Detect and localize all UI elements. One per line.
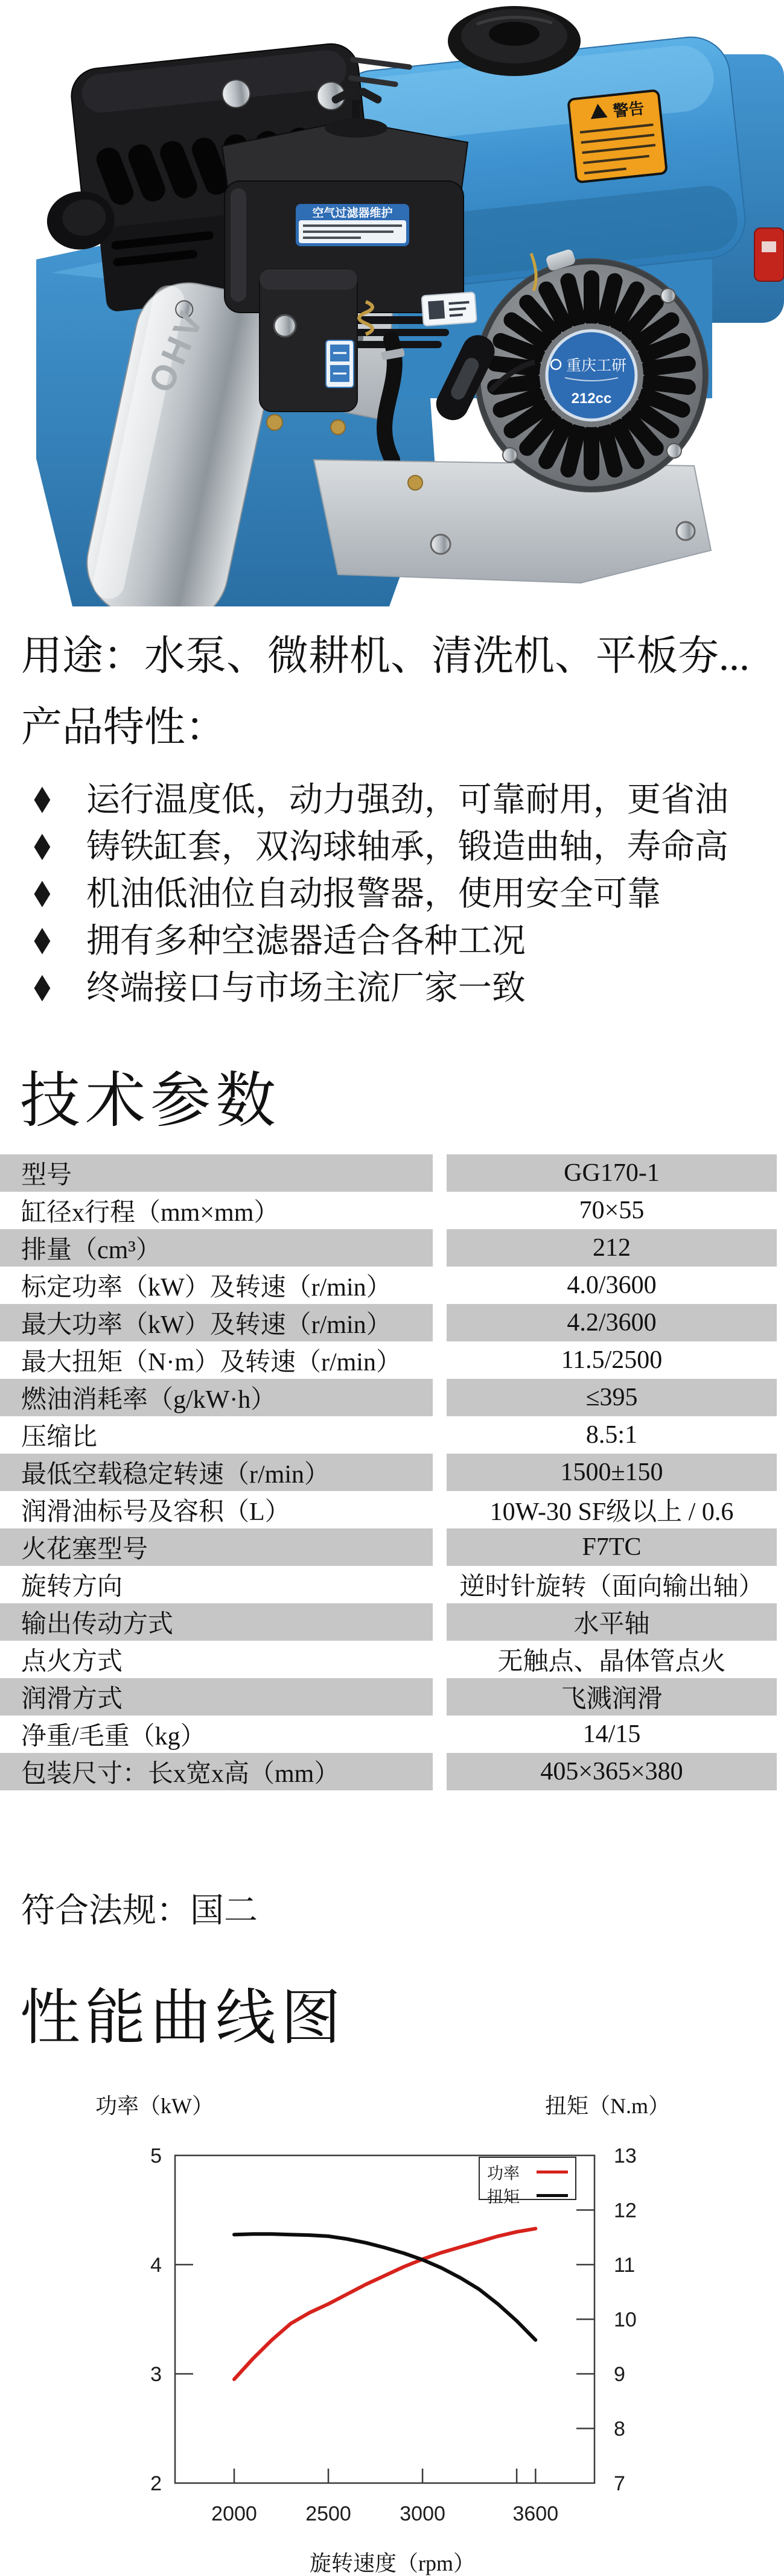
- spec-label: 输出传动方式: [0, 1603, 433, 1641]
- bolt-icon: [431, 535, 450, 554]
- spec-value: 14/15: [582, 1720, 641, 1748]
- spec-label: 最低空载稳定转速（r/min）: [0, 1454, 433, 1491]
- spec-table: [0, 1154, 784, 1790]
- legend-line-power: [537, 2171, 568, 2174]
- table-row: [0, 1491, 784, 1528]
- svg-text:9: 9: [614, 2363, 625, 2386]
- table-row: [0, 1304, 784, 1341]
- svg-text:10: 10: [614, 2308, 637, 2332]
- spec-label: 润滑油标号及容积（L）: [21, 1498, 290, 1526]
- spec-label: 压缩比: [21, 1423, 98, 1451]
- svg-text:5: 5: [150, 2145, 162, 2167]
- spec-value: 逆时针旋转（面向输出轴）: [459, 1573, 764, 1601]
- bolt-icon: [677, 522, 695, 540]
- spec-label: 标定功率（kW）及转速（r/min）: [21, 1274, 392, 1302]
- table-row: [0, 1267, 784, 1304]
- legend-label: 功率: [487, 2164, 520, 2183]
- spec-value: 10W-30 SF级以上 / 0.6: [489, 1498, 734, 1526]
- diamond-bullet-icon: ◆: [34, 872, 51, 911]
- spec-value: ≤395: [447, 1379, 777, 1416]
- legend-label: 扭矩: [487, 2188, 520, 2206]
- spec-value: 4.2/3600: [447, 1304, 777, 1341]
- diamond-bullet-icon: ◆: [34, 778, 51, 816]
- spec-value: 405×365×380: [447, 1753, 777, 1790]
- spec-value: 飞溅润滑: [447, 1678, 777, 1716]
- compliance-line: 符合法规：国二: [21, 1892, 258, 1930]
- feature-text: 运行温度低，动力强劲，可靠耐用，更省油: [86, 781, 728, 819]
- spec-label: 最大扭矩（N·m）及转速（r/min）: [21, 1349, 401, 1376]
- screw-icon: [503, 448, 517, 462]
- bolt-icon: [274, 315, 296, 337]
- spec-label: 火花塞型号: [0, 1528, 433, 1566]
- spec-label: 点火方式: [21, 1648, 123, 1676]
- svg-text:13: 13: [614, 2145, 637, 2167]
- chart-plot: [0, 2052, 784, 2576]
- svg-text:8: 8: [614, 2417, 625, 2441]
- feature-text: 终端接口与市场主流厂家一致: [86, 970, 526, 1007]
- table-row: [0, 1641, 784, 1678]
- svg-text:7: 7: [614, 2472, 625, 2495]
- specs-heading: 技术参数: [20, 1067, 281, 1134]
- performance-chart: [0, 2052, 784, 2576]
- table-row: [0, 1528, 784, 1566]
- warning-sticker-title: 警告: [612, 100, 645, 121]
- feature-text: 机油低油位自动报警器，使用安全可靠: [86, 876, 661, 913]
- crankcase: [314, 460, 711, 583]
- screw-icon: [661, 288, 675, 303]
- starter-cc-text: 212cc: [571, 390, 612, 407]
- screw-icon: [667, 444, 681, 458]
- diamond-bullet-icon: ◆: [34, 919, 51, 958]
- svg-text:3000: 3000: [400, 2502, 445, 2525]
- spec-value: F7TC: [447, 1528, 777, 1566]
- bolt-icon: [267, 415, 282, 430]
- feature-text: 拥有多种空滤器适合各种工况: [86, 923, 526, 960]
- table-row: [0, 1603, 784, 1641]
- chart-legend: [479, 2157, 576, 2206]
- spec-value: GG170-1: [447, 1154, 777, 1192]
- feature-item: [21, 962, 728, 1009]
- legend-item-torque: [487, 2184, 568, 2207]
- left-axis-title: 功率（kW）: [95, 2094, 214, 2118]
- spec-value: 11.5/2500: [561, 1346, 663, 1374]
- table-row: [0, 1154, 784, 1192]
- bolt-icon: [331, 420, 345, 434]
- right-axis-title: 扭矩（N.m）: [545, 2094, 671, 2118]
- spec-value: 1500±150: [447, 1454, 777, 1491]
- diamond-bullet-icon: ◆: [34, 966, 51, 1005]
- product-photo: [0, 0, 784, 606]
- air-filter-sticker: [296, 204, 409, 246]
- spec-label: 缸径x行程（mm×mm）: [21, 1199, 279, 1227]
- fuel-cap: [448, 6, 581, 76]
- spec-value: 4.0/3600: [567, 1271, 657, 1299]
- svg-text:2500: 2500: [305, 2502, 351, 2525]
- svg-text:2000: 2000: [211, 2502, 257, 2525]
- table-row: [0, 1716, 784, 1753]
- table-row: [0, 1454, 784, 1491]
- legend-item-power: [487, 2160, 568, 2184]
- feature-item: [21, 868, 728, 915]
- spec-value: 水平轴: [447, 1603, 777, 1641]
- diamond-bullet-icon: ◆: [34, 825, 51, 863]
- spec-label: 最大功率（kW）及转速（r/min）: [0, 1304, 433, 1341]
- table-row: [0, 1229, 784, 1267]
- svg-text:2: 2: [150, 2472, 162, 2495]
- x-axis-title: 旋转速度（rpm）: [310, 2551, 475, 2575]
- spec-label: 型号: [0, 1154, 433, 1192]
- svg-text:11: 11: [614, 2254, 636, 2277]
- warning-sticker: [568, 90, 667, 182]
- svg-text:3: 3: [150, 2363, 162, 2386]
- table-row: [0, 1566, 784, 1603]
- spec-value: 212: [447, 1229, 777, 1267]
- starter-sticker: [547, 331, 636, 420]
- spec-value: 8.5:1: [585, 1421, 638, 1449]
- table-row: [0, 1379, 784, 1416]
- air-filter-sticker-title: 空气过滤器维护: [312, 207, 393, 220]
- feature-item: [21, 774, 728, 821]
- performance-heading: 性能曲线图: [20, 1985, 346, 2052]
- table-row: [0, 1678, 784, 1716]
- spec-label: 润滑方式: [0, 1678, 433, 1716]
- spec-label: 净重/毛重（kg）: [21, 1723, 206, 1751]
- drain-bolt-icon: [408, 475, 422, 490]
- feature-item: [21, 821, 728, 868]
- spec-value: 70×55: [579, 1197, 645, 1224]
- carburetor-sticker: [326, 340, 354, 387]
- spec-label: 包装尺寸：长x宽x高（mm）: [0, 1753, 433, 1790]
- svg-text:4: 4: [150, 2254, 162, 2277]
- features-heading: 产品特性：: [21, 704, 227, 750]
- spec-label: 燃油消耗率（g/kW·h）: [0, 1379, 433, 1416]
- muffler-embossed-text: OHV: [141, 303, 212, 398]
- starter-brand-text: 重庆工研: [566, 358, 627, 374]
- table-row: [0, 1416, 784, 1454]
- feature-text: 铸铁缸套，双沟球轴承，锻造曲轴，寿命高: [86, 828, 728, 866]
- feature-item: [21, 915, 728, 962]
- spec-label: 旋转方向: [21, 1573, 123, 1601]
- legend-line-torque: [537, 2194, 568, 2197]
- table-row: [0, 1753, 784, 1790]
- caution-pictogram-sticker: [421, 292, 476, 326]
- svg-text:3600: 3600: [512, 2502, 559, 2525]
- spec-value: 无触点、晶体管点火: [497, 1648, 726, 1676]
- table-row: [0, 1192, 784, 1229]
- feature-list: [21, 774, 728, 1009]
- usage-line: 用途：水泵、微耕机、清洗机、平板夯...: [21, 633, 750, 679]
- stop-switch: [754, 228, 784, 281]
- svg-text:12: 12: [614, 2199, 637, 2222]
- spec-label: 排量（cm³）: [0, 1229, 433, 1267]
- table-row: [0, 1341, 784, 1379]
